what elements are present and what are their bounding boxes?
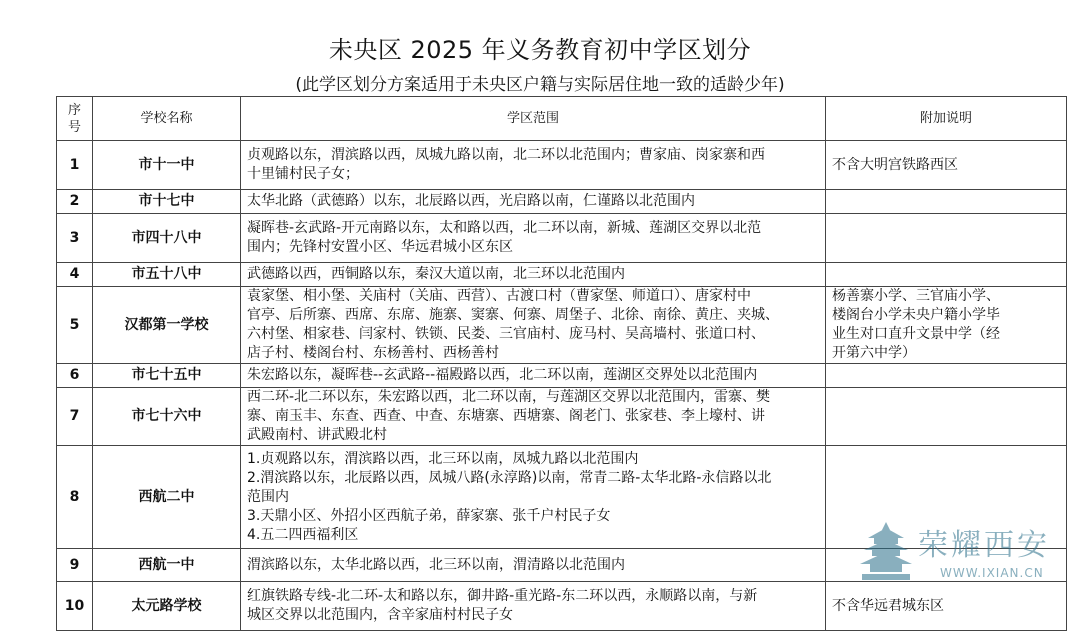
header-range: 学区范围 [241, 97, 826, 141]
range-line: 3.天鼎小区、外招小区西航子弟，薛家寨、张千户村民子女 [247, 507, 611, 524]
row-district-range [241, 388, 826, 446]
document-subtitle: (此学区划分方案适用于未央区户籍与实际居住地一致的适龄少年) [295, 75, 785, 95]
row-school-name: 汉都第一学校 [93, 287, 241, 364]
row-school-name: 市十七中 [93, 190, 241, 214]
note-line: 业生对口直升文景中学（经 [832, 326, 1000, 342]
range-line: 六村堡、相家巷、闫家村、铁锁、民娄、三官庙村、庞马村、吴高墙村、张道口村、 [247, 326, 765, 342]
row-note [826, 141, 1067, 190]
range-line: 渭滨路以东，太华北路以西，北三环以南，渭清路以北范围内 [247, 556, 625, 573]
document-title: 未央区 2025 年义务教育初中学区划分 [328, 36, 752, 64]
range-line: 2.渭滨路以东，北辰路以西，凤城八路(永淳路)以南，常青二路-太华北路-永信路以北 [247, 469, 772, 486]
range-line: 十里铺村民子女； [247, 166, 359, 182]
range-line: 寨、南玉丰、东查、西查、中查、东塘寨、西塘寨、阁老门、张家巷、李上壕村、讲 [247, 408, 765, 424]
range-line: 太华北路（武德路）以东，北辰路以西，光启路以南，仁谨路以北范围内 [247, 193, 695, 209]
table-row [57, 364, 1067, 388]
row-seq: 2 [57, 190, 93, 214]
note-line: 开第六中学） [832, 345, 916, 361]
row-school-name: 市五十八中 [93, 263, 241, 287]
range-line: 城区交界以北范围内，含辛家庙村村民子女 [247, 607, 513, 623]
table-row [57, 141, 1067, 190]
row-note [826, 549, 1067, 582]
header-school: 学校名称 [93, 97, 241, 141]
row-note [826, 287, 1067, 364]
row-seq: 9 [57, 549, 93, 582]
row-note [826, 388, 1067, 446]
row-seq: 5 [57, 287, 93, 364]
row-seq: 6 [57, 364, 93, 388]
row-district-range [241, 364, 826, 388]
table-row [57, 287, 1067, 364]
note-line: 楼阁台小学未央户籍小学毕 [832, 307, 1000, 323]
note-line: 不含大明宫铁路西区 [832, 156, 958, 173]
row-district-range [241, 190, 826, 214]
row-district-range [241, 446, 826, 549]
row-school-name: 太元路学校 [93, 582, 241, 631]
range-line: 1.贞观路以东，渭滨路以西，北三环以南，凤城九路以北范围内 [247, 450, 639, 467]
row-seq: 8 [57, 446, 93, 549]
row-school-name: 市七十六中 [93, 388, 241, 446]
row-district-range [241, 141, 826, 190]
row-school-name: 市十一中 [93, 141, 241, 190]
row-district-range [241, 549, 826, 582]
row-note [826, 190, 1067, 214]
row-school-name: 市四十八中 [93, 214, 241, 263]
watermark-brand: 荣耀西安 [918, 528, 1050, 563]
range-line: 范围内 [247, 488, 289, 505]
range-line: 贞观路以东，渭滨路以西，凤城九路以南，北二环以北范围内；曹家庙、岗家寨和西 [247, 147, 765, 163]
row-seq: 7 [57, 388, 93, 446]
row-district-range [241, 287, 826, 364]
row-note [826, 263, 1067, 287]
row-school-name: 市七十五中 [93, 364, 241, 388]
school-district-table [56, 96, 1067, 631]
table-row [57, 446, 1067, 549]
range-line: 袁家堡、相小堡、关庙村（关庙、西营）、古渡口村（曹家堡、师道口）、唐家村中 [247, 288, 751, 304]
table-row [57, 388, 1067, 446]
row-note [826, 364, 1067, 388]
table-row [57, 214, 1067, 263]
table-row [57, 190, 1067, 214]
table-row [57, 582, 1067, 631]
range-line: 官亭、后所寨、西席、东席、施寨、窦寨、何寨、周堡子、北徐、南徐、黄庄、夹城、 [247, 307, 779, 323]
header-seq: 序 号 [57, 97, 93, 141]
note-line: 杨善寨小学、三官庙小学、 [832, 288, 1000, 304]
row-district-range [241, 214, 826, 263]
range-line: 4.五二四西福利区 [247, 526, 359, 543]
row-school-name: 西航一中 [93, 549, 241, 582]
table-row [57, 549, 1067, 582]
range-line: 凝晖巷-玄武路-开元南路以东，太和路以西，北二环以南，新城、莲湖区交界以北范 [247, 220, 762, 236]
range-line: 红旗铁路专线-北二环-太和路以东，御井路-重光路-东二环以西，永顺路以南，与新 [247, 588, 758, 604]
table-header-row [57, 97, 1067, 141]
row-seq: 10 [57, 582, 93, 631]
row-district-range [241, 582, 826, 631]
header-note: 附加说明 [826, 97, 1067, 141]
row-note [826, 446, 1067, 549]
range-line: 武殿南村、讲武殿北村 [247, 427, 387, 443]
range-line: 朱宏路以东，凝晖巷--玄武路--福殿路以西，北二环以南，莲湖区交界处以北范围内 [247, 367, 758, 383]
range-line: 店子村、楼阁台村、东杨善村、西杨善村 [247, 345, 499, 361]
row-seq: 3 [57, 214, 93, 263]
range-line: 武德路以西，西铜路以东，秦汉大道以南，北三环以北范围内 [247, 266, 625, 282]
table-row [57, 263, 1067, 287]
row-seq: 1 [57, 141, 93, 190]
row-seq: 4 [57, 263, 93, 287]
row-note [826, 582, 1067, 631]
watermark-url: WWW.IXIAN.CN [940, 566, 1044, 580]
row-district-range [241, 263, 826, 287]
range-line: 西二环-北二环以东，朱宏路以西，北二环以南，与莲湖区交界以北范围内，雷寨、樊 [247, 389, 771, 405]
note-line: 不含华远君城东区 [832, 597, 944, 614]
range-line: 围内；先锋村安置小区、华远君城小区东区 [247, 239, 513, 255]
row-school-name: 西航二中 [93, 446, 241, 549]
row-note [826, 214, 1067, 263]
